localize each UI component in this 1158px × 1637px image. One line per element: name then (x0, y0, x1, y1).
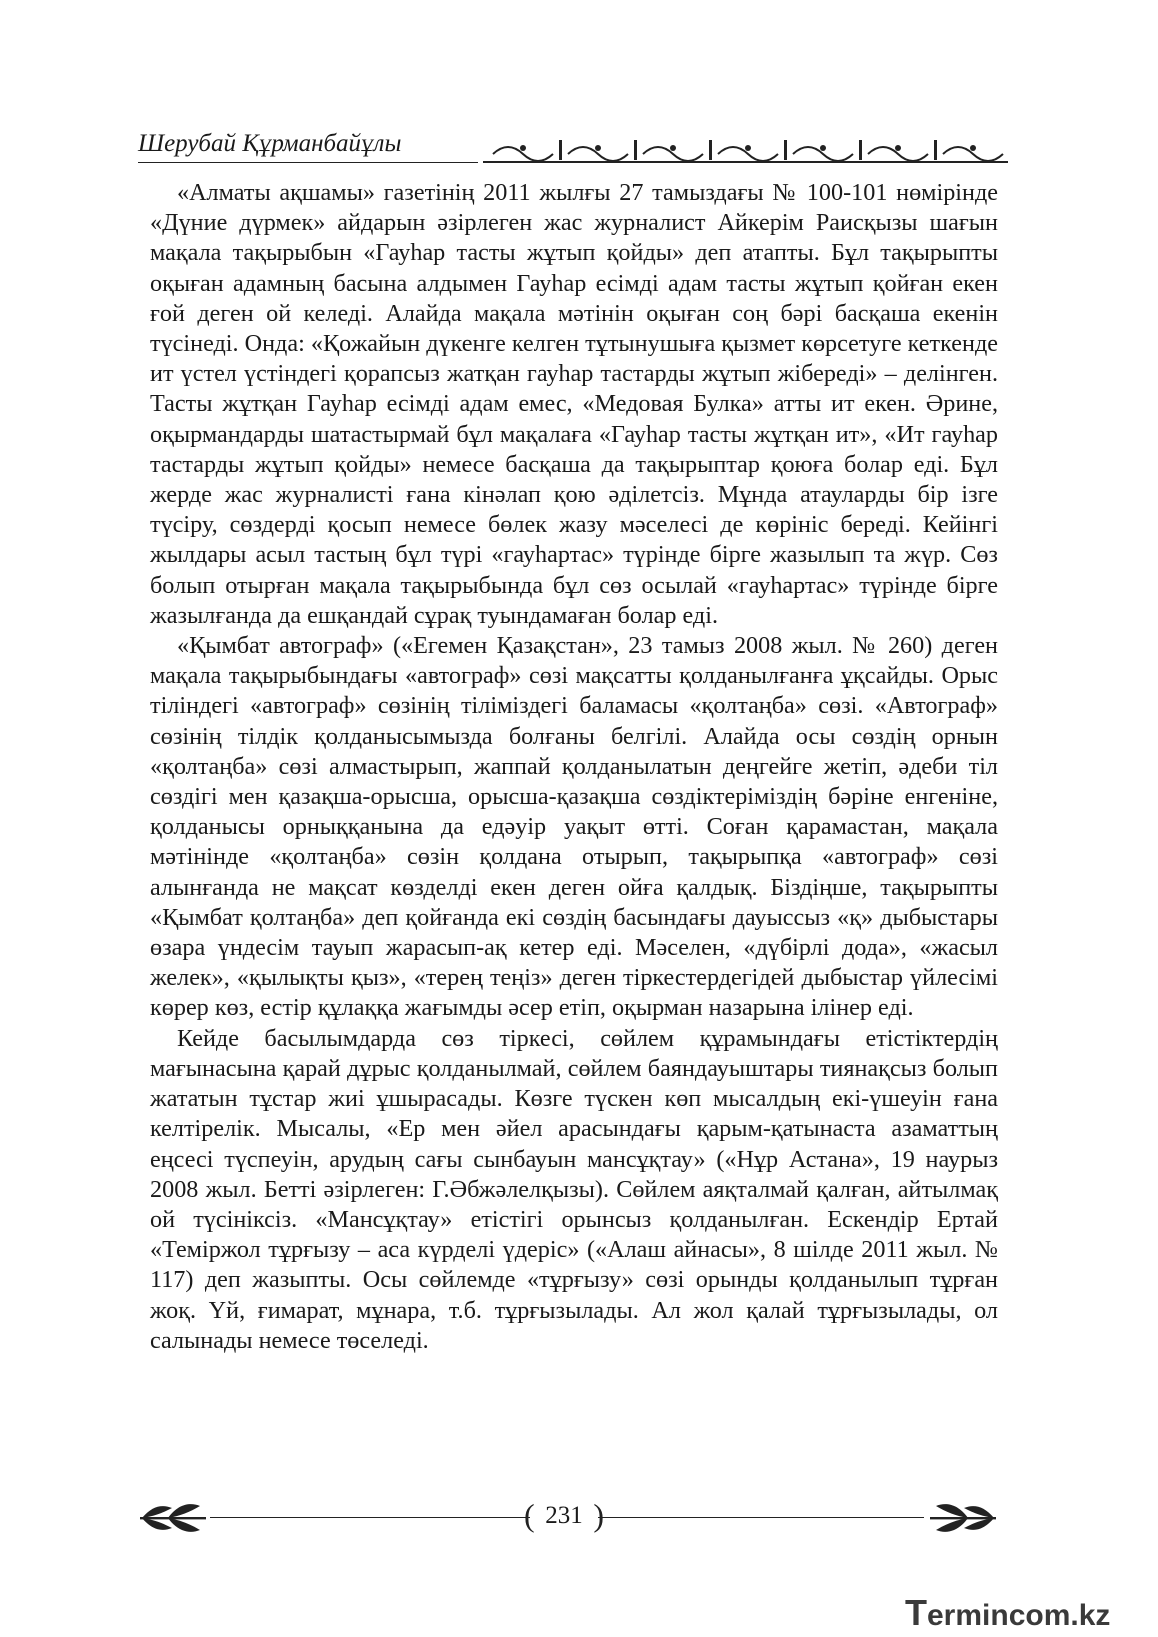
paragraph-1: «Алматы ақшамы» газетінің 2011 жылғы 27 тамыздағы № 100-101 нөмірінде «Дүние дүрмек» айдарын әзірлеген жас журналист Айкерім Раисқызы шағын мақала тақырыбын «Гауһар тасты жұтып қойды» деп атапты. Бұл тақырыпты оқыған адамның басына алдымен Гауһар есімді адам тасты жұтып қойған екен ғой деген ой келеді. Алайда мақала мәтінін оқыған соң бәрі басқаша екенін түсінеді. Онда: «Қожайын дүкенге келген тұтынушыға қызмет көрсетуге кеткенде ит үстел үстіндегі қорапсыз жатқан гауһар тастарды жұтып жібереді» – делінген. Тасты жұтқан Гауһар есімді адам емес, «Медовая Булка» атты ит екен. Әрине, оқырмандарды шатастырмай бұл мақалаға «Гауһар тасты жұтқан ит», «Ит гауһар тастарды жұтып қойды» немесе басқаша да тақырыптар қоюға болар еді. Бұл жерде жас журналисті ғана кінәлап қою әділетсіз. Мұнда атауларды бір ізге түсіру, сөздерді қосып немесе бөлек жазу мәселесі де көрініс береді. Кейінгі жылдары асыл тастың бұл түрі «гауһартас» түрінде бірге жазылып та жүр. Сөз болып отырған мақала тақырыбында бұл сөз осылай «гауһартас» түрінде бірге жазылғанда да ешқандай сұрақ туындамаған болар еді. (150, 179, 998, 629)
paragraph-3: Кейде басылымдарда сөз тіркесі, сөйлем құрамындағы етістіктердің мағынасына қарай дұрыс қолданылмай, сөйлем баяндауыштары тиянақсыз болып жататын тұстар жиі ұшырасады. Көзге түскен көп мысалдың екі-үшеуін ғана келтірелік. Мысалы, «Ер мен әйел арасындағы қарым-қатынаста азаматтың еңсесі түспеуін, арудың сағы сынбауын мансұқтау» («Нұр Астана», 19 наурыз 2008 жыл. Бетті әзірлеген: Г.Әбжәлелқызы). Сөйлем аяқталмай қалған, айтылмақ ой түсініксіз. «Мансұқтау» етістігі орынсыз қолданылған. Ескендір Ертай «Теміржол тұрғызу – аса күрделі үдеріс» («Алаш айнасы», 8 шілде 2011 жыл. № 117) деп жазыпты. Осы сөйлемде «тұрғызу» сөзі орынды қолданылып тұрған жоқ. Үй, ғимарат, мұнара, т.б. тұрғызылады. Ал жол қалай тұрғызылады, ол салынады немесе төселеді. (150, 1024, 998, 1354)
leaf-ornament-icon (138, 1496, 208, 1540)
scroll-ornament-icon (483, 134, 1008, 170)
page-number-frame (522, 1498, 606, 1534)
paragraph-2: «Қымбат автограф» («Егемен Қазақстан», 23 тамыз 2008 жыл. № 260) деген мақала тақырыбындағы «автограф» сөзі мақсатты қолданылғанға ұқсайды. Орыс тіліндегі «автограф» сөзінің тіліміздегі баламасы «қолтаңба» сөзі. «Автограф» сөзінің тілдік қолданысымызда болғаны белгілі. Алайда осы сөздің орнын «қолтаңба» сөзі алмастырып, жаппай қолданылатын деңгейге жетіп, әдеби тіл сөздігі мен қазақша-орысша, орысша-қазақша сөздіктеріміздің бәріне енгеніне, қолданысы орныққанына да едәуір уақыт өтті. Соған қарамастан, мақала мәтінінде «қолтаңба» сөзін қолдана отырып, тақырыпқа «автограф» сөзі алынғанда не мақсат көзделді екен деген ойға қалдық. Біздіңше, тақырыпты «Қымбат қолтаңба» деп қойғанда екі сөздің басындағы дауыссыз «қ» дыбыстары өзара үндесім тауып жарасып-ақ кетер еді. Мәселен, «дүбірлі дода», «жасыл желек», «қылықты қыз», «терең теңіз» деген тіркестердегідей дыбыстар үйлесімі көрер көз, естір құлаққа жағымды әсер етіп, оқырман назарына ілінер еді. (150, 632, 998, 1022)
footer-rule-right (598, 1517, 924, 1518)
bracket-open: ( (524, 1497, 535, 1533)
running-head-rule (138, 162, 478, 163)
leaf-ornament-icon (928, 1496, 998, 1540)
running-head (138, 130, 1008, 170)
running-head-author: Шерубай Құрманбайұлы (138, 130, 402, 157)
body-text (150, 178, 998, 1356)
watermark-initial: T (905, 1592, 927, 1633)
page-number: 231 (545, 1502, 583, 1529)
page-footer (138, 1494, 998, 1544)
bracket-close: ) (593, 1497, 604, 1533)
site-watermark (905, 1592, 1110, 1632)
watermark-text: ermincom.kz (927, 1599, 1111, 1632)
footer-rule-left (210, 1517, 530, 1518)
